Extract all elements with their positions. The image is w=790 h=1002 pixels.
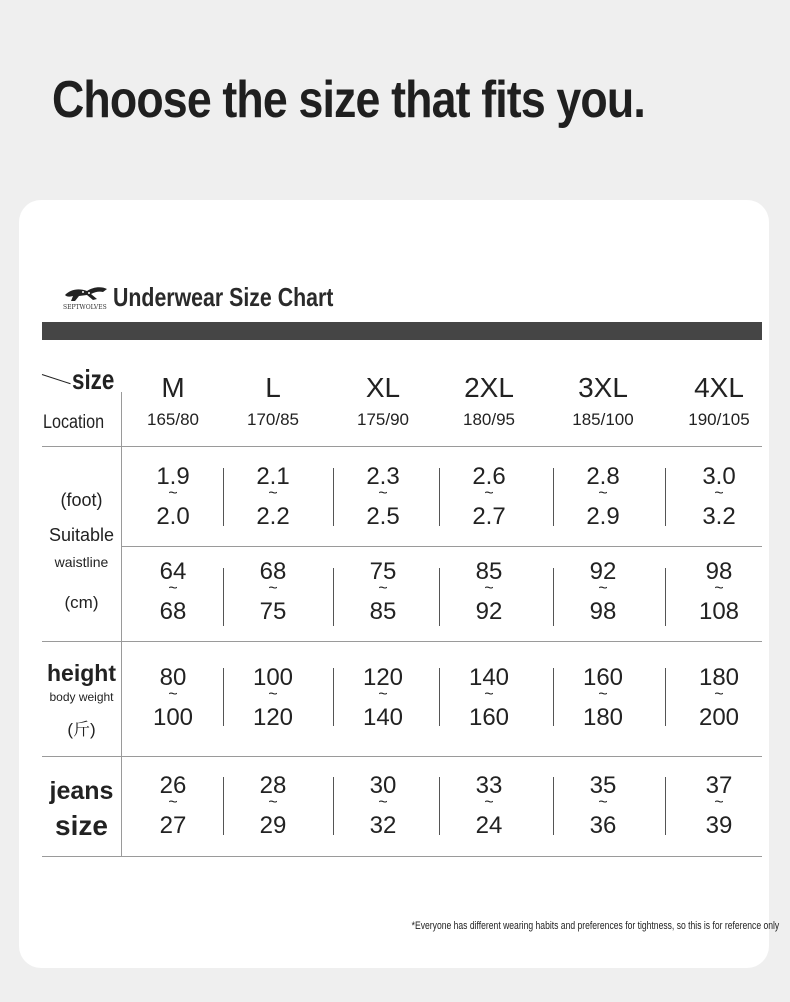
range-tilde: ~: [484, 686, 494, 703]
table-cell: [223, 774, 323, 838]
range-tilde: ~: [168, 580, 178, 597]
range-min: 180: [698, 664, 740, 691]
range-max: 24: [475, 812, 503, 839]
range-min: 80: [159, 664, 187, 691]
range-tilde: ~: [598, 485, 608, 502]
table-cell: [553, 774, 653, 838]
size-fit: 180/95: [463, 410, 515, 429]
cell-separator: [333, 668, 334, 726]
range-tilde: ~: [268, 686, 278, 703]
range-max: 140: [362, 704, 404, 731]
range-max: 2.0: [156, 503, 190, 530]
range-min: 160: [582, 664, 624, 691]
table-cell: [123, 774, 223, 838]
range-tilde: ~: [714, 686, 724, 703]
range-min: 3.0: [702, 463, 736, 490]
size-fit: 170/85: [247, 410, 299, 429]
cell-separator: [333, 777, 334, 835]
range-max: 3.2: [702, 503, 736, 530]
range-tilde: ~: [598, 794, 608, 811]
size-label: 2XL: [464, 372, 514, 403]
size-label: 3XL: [578, 372, 628, 403]
range-min: 120: [362, 664, 404, 691]
range-min: 2.3: [366, 463, 400, 490]
size-label: L: [265, 372, 281, 403]
range-max: 2.7: [472, 503, 506, 530]
cell-separator: [223, 668, 224, 726]
range-tilde: ~: [598, 580, 608, 597]
table-cell: [333, 666, 433, 730]
range-tilde: ~: [714, 580, 724, 597]
range-max: 36: [589, 812, 617, 839]
page-headline: Choose the size that fits you.: [52, 71, 645, 129]
table-row-divider: [42, 641, 762, 642]
range-tilde: ~: [168, 794, 178, 811]
table-cell: [553, 465, 653, 529]
range-tilde: ~: [714, 794, 724, 811]
range-min: 68: [259, 558, 287, 585]
range-max: 68: [159, 598, 187, 625]
range-min: 30: [369, 772, 397, 799]
table-cell: [333, 465, 433, 529]
table-cell: [333, 774, 433, 838]
range-max: 85: [369, 598, 397, 625]
range-min: 26: [159, 772, 187, 799]
range-tilde: ~: [168, 686, 178, 703]
range-max: 100: [152, 704, 194, 731]
row-label-jin-unit: (斤): [67, 720, 96, 739]
table-cell: [669, 560, 769, 624]
table-cell: [123, 666, 223, 730]
size-label: 4XL: [694, 372, 744, 403]
range-max: 32: [369, 812, 397, 839]
cell-separator: [223, 777, 224, 835]
range-min: 2.8: [586, 463, 620, 490]
range-tilde: ~: [378, 686, 388, 703]
table-cell: [669, 465, 769, 529]
range-tilde: ~: [378, 580, 388, 597]
brand-row: [63, 282, 382, 312]
footnote: *Everyone has different wearing habits and preferences for tightness, so this is for reference only: [411, 920, 779, 932]
cell-separator: [439, 568, 440, 626]
range-tilde: ~: [378, 485, 388, 502]
table-row-divider: [42, 856, 762, 857]
range-max: 39: [705, 812, 733, 839]
title-divider-bar: [42, 322, 762, 340]
table-cell: [669, 774, 769, 838]
table-cell: [669, 666, 769, 730]
table-cell: [123, 465, 223, 529]
size-fit: 185/100: [572, 410, 634, 429]
table-cell: [439, 560, 539, 624]
range-max: 160: [468, 704, 510, 731]
cell-separator: [333, 568, 334, 626]
table-cell: [333, 560, 433, 624]
range-tilde: ~: [268, 794, 278, 811]
range-max: 200: [698, 704, 740, 731]
cell-separator: [223, 468, 224, 526]
range-min: 2.6: [472, 463, 506, 490]
range-min: 85: [475, 558, 503, 585]
range-max: 75: [259, 598, 287, 625]
size-fit: 165/80: [147, 410, 199, 429]
table-row-divider: [42, 756, 762, 757]
table-cell: [223, 666, 323, 730]
range-tilde: ~: [484, 580, 494, 597]
row-label-size: size: [55, 810, 108, 841]
range-tilde: ~: [378, 794, 388, 811]
row-label-cm: (cm): [64, 593, 99, 612]
cell-separator: [553, 777, 554, 835]
table-row-divider: [42, 446, 762, 447]
range-max: 2.2: [256, 503, 290, 530]
range-min: 75: [369, 558, 397, 585]
range-min: 100: [252, 664, 294, 691]
cell-separator: [439, 668, 440, 726]
row-label-waistline: waistline: [54, 554, 109, 570]
cell-separator: [665, 777, 666, 835]
range-tilde: ~: [598, 686, 608, 703]
range-min: 1.9: [156, 463, 190, 490]
range-min: 2.1: [256, 463, 290, 490]
logo-caption: SEPTWOLVES: [63, 304, 107, 311]
size-fit: 175/90: [357, 410, 409, 429]
header-diagonal: [42, 374, 71, 384]
cell-separator: [439, 777, 440, 835]
row-label-jeans: jeans: [49, 777, 114, 805]
range-max: 29: [259, 812, 287, 839]
cell-separator: [333, 468, 334, 526]
range-min: 35: [589, 772, 617, 799]
header-size-label: size: [72, 364, 115, 395]
range-tilde: ~: [268, 580, 278, 597]
leopard-logo-icon: [63, 283, 111, 311]
row-label-height: height: [47, 660, 116, 686]
cell-separator: [665, 568, 666, 626]
table-cell: [439, 774, 539, 838]
size-fit: 190/105: [688, 410, 750, 429]
cell-separator: [553, 668, 554, 726]
table-cell: [553, 560, 653, 624]
range-min: 33: [475, 772, 503, 799]
cell-separator: [665, 468, 666, 526]
range-min: 28: [259, 772, 287, 799]
range-tilde: ~: [714, 485, 724, 502]
range-max: 92: [475, 598, 503, 625]
row-label-suitable: Suitable: [48, 525, 115, 545]
table-cell: [439, 666, 539, 730]
table-cell: [439, 465, 539, 529]
size-label: M: [161, 372, 185, 403]
row-label-foot: (foot): [60, 490, 103, 510]
header-location-label: Location: [43, 412, 105, 433]
cell-separator: [553, 568, 554, 626]
range-tilde: ~: [484, 794, 494, 811]
cell-separator: [439, 468, 440, 526]
size-chart-card: [19, 200, 779, 968]
table-cell: [223, 465, 323, 529]
row-label-body-weight: body weight: [49, 690, 114, 704]
size-label: XL: [365, 372, 401, 403]
range-max: 2.5: [366, 503, 400, 530]
range-tilde: ~: [168, 485, 178, 502]
range-max: 120: [252, 704, 294, 731]
range-max: 27: [159, 812, 187, 839]
range-tilde: ~: [268, 485, 278, 502]
cell-separator: [553, 468, 554, 526]
range-min: 37: [705, 772, 733, 799]
range-min: 64: [159, 558, 187, 585]
chart-title: Underwear Size Chart: [113, 281, 334, 312]
table-cell: [553, 666, 653, 730]
range-min: 92: [589, 558, 617, 585]
cell-separator: [223, 568, 224, 626]
range-max: 98: [589, 598, 617, 625]
range-max: 2.9: [586, 503, 620, 530]
range-max: 108: [698, 598, 740, 625]
range-max: 180: [582, 704, 624, 731]
table-row-divider: [121, 546, 762, 547]
label-column-divider: [121, 392, 122, 856]
cell-separator: [665, 668, 666, 726]
range-min: 140: [468, 664, 510, 691]
table-cell: [223, 560, 323, 624]
range-min: 98: [705, 558, 733, 585]
table-cell: [123, 560, 223, 624]
range-tilde: ~: [484, 485, 494, 502]
